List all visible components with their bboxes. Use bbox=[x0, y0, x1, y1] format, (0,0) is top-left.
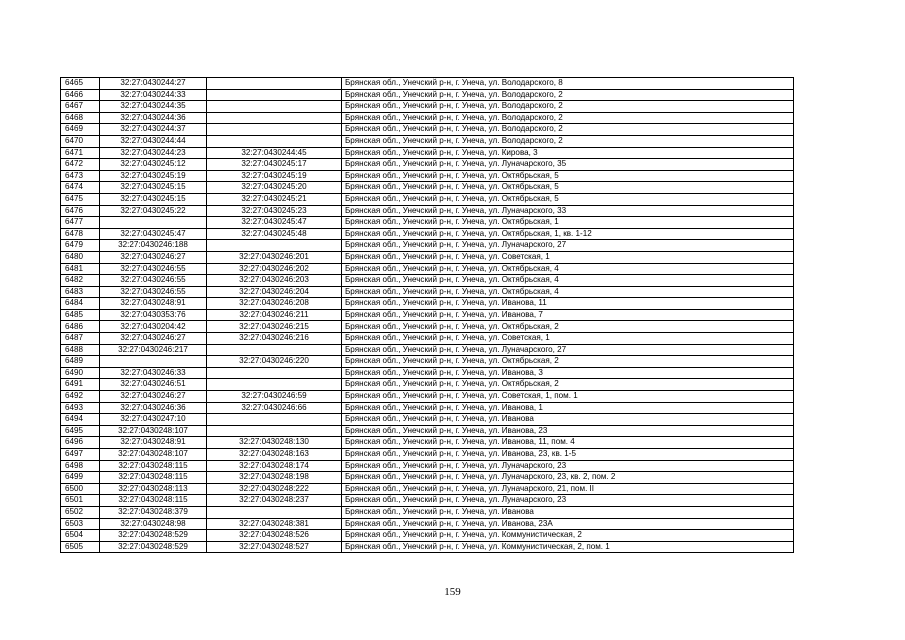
address-cell: Брянская обл., Унечский р-н, г. Унеча, ул. Иванова, 7 bbox=[342, 309, 794, 321]
address-cell: Брянская обл., Унечский р-н, г. Унеча, ул. Иванова bbox=[342, 414, 794, 426]
address-cell: Брянская обл., Унечский р-н, г. Унеча, ул. Кирова, 3 bbox=[342, 147, 794, 159]
row-number-cell: 6471 bbox=[61, 147, 100, 159]
address-cell: Брянская обл., Унечский р-н, г. Унеча, ул. Иванова, 3 bbox=[342, 367, 794, 379]
cadastral-number-cell: 32:27:0430244:36 bbox=[100, 112, 207, 124]
object-number-cell: 32:27:0430248:527 bbox=[207, 541, 342, 553]
cadastral-number-cell: 32:27:0430245:22 bbox=[100, 205, 207, 217]
table-row bbox=[61, 506, 794, 518]
row-number-cell: 6497 bbox=[61, 449, 100, 461]
address-cell: Брянская обл., Унечский р-н, г. Унеча, ул. Володарского, 2 bbox=[342, 135, 794, 147]
object-number-cell: 32:27:0430245:23 bbox=[207, 205, 342, 217]
table-row bbox=[61, 309, 794, 321]
cadastral-number-cell: 32:27:0430246:55 bbox=[100, 286, 207, 298]
row-number-cell: 6482 bbox=[61, 275, 100, 287]
row-number-cell: 6496 bbox=[61, 437, 100, 449]
table-row bbox=[61, 263, 794, 275]
row-number-cell: 6483 bbox=[61, 286, 100, 298]
cadastral-number-cell: 32:27:0430245:19 bbox=[100, 170, 207, 182]
address-cell: Брянская обл., Унечский р-н, г. Унеча, ул. Иванова, 11 bbox=[342, 298, 794, 310]
row-number-cell: 6504 bbox=[61, 530, 100, 542]
cadastral-number-cell: 32:27:0430246:27 bbox=[100, 391, 207, 403]
cadastral-number-cell: 32:27:0430246:27 bbox=[100, 333, 207, 345]
table-row bbox=[61, 425, 794, 437]
table-row bbox=[61, 101, 794, 113]
object-number-cell: 32:27:0430245:47 bbox=[207, 217, 342, 229]
cadastral-number-cell: 32:27:0430244:27 bbox=[100, 78, 207, 90]
object-number-cell: 32:27:0430246:215 bbox=[207, 321, 342, 333]
table-row bbox=[61, 217, 794, 229]
row-number-cell: 6470 bbox=[61, 135, 100, 147]
table-row bbox=[61, 147, 794, 159]
table-row bbox=[61, 240, 794, 252]
table-row bbox=[61, 356, 794, 368]
object-number-cell bbox=[207, 124, 342, 136]
cadastral-number-cell: 32:27:0430353:76 bbox=[100, 309, 207, 321]
row-number-cell: 6486 bbox=[61, 321, 100, 333]
table-row bbox=[61, 483, 794, 495]
address-cell: Брянская обл., Унечский р-н, г. Унеча, ул. Иванова bbox=[342, 506, 794, 518]
table-row bbox=[61, 518, 794, 530]
row-number-cell: 6502 bbox=[61, 506, 100, 518]
table-row bbox=[61, 228, 794, 240]
row-number-cell: 6469 bbox=[61, 124, 100, 136]
cadastral-number-cell: 32:27:0430244:37 bbox=[100, 124, 207, 136]
registry-table-body bbox=[61, 78, 794, 553]
table-row bbox=[61, 367, 794, 379]
address-cell: Брянская обл., Унечский р-н, г. Унеча, ул. Володарского, 2 bbox=[342, 112, 794, 124]
cadastral-number-cell: 32:27:0430248:115 bbox=[100, 460, 207, 472]
address-cell: Брянская обл., Унечский р-н, г. Унеча, ул. Октябрьская, 1 bbox=[342, 217, 794, 229]
cadastral-number-cell bbox=[100, 356, 207, 368]
address-cell: Брянская обл., Унечский р-н, г. Унеча, ул. Октябрьская, 5 bbox=[342, 182, 794, 194]
address-cell: Брянская обл., Унечский р-н, г. Унеча, ул. Володарского, 2 bbox=[342, 89, 794, 101]
cadastral-number-cell: 32:27:0430247:10 bbox=[100, 414, 207, 426]
cadastral-number-cell: 32:27:0430245:15 bbox=[100, 182, 207, 194]
object-number-cell: 32:27:0430244:45 bbox=[207, 147, 342, 159]
address-cell: Брянская обл., Унечский р-н, г. Унеча, ул. Коммунистическая, 2, пом. 1 bbox=[342, 541, 794, 553]
table-row bbox=[61, 495, 794, 507]
cadastral-number-cell: 32:27:0430248:91 bbox=[100, 298, 207, 310]
cadastral-number-cell: 32:27:0430244:23 bbox=[100, 147, 207, 159]
address-cell: Брянская обл., Унечский р-н, г. Унеча, ул. Луначарского, 27 bbox=[342, 240, 794, 252]
row-number-cell: 6465 bbox=[61, 78, 100, 90]
address-cell: Брянская обл., Унечский р-н, г. Унеча, ул. Иванова, 11, пом. 4 bbox=[342, 437, 794, 449]
table-row bbox=[61, 391, 794, 403]
address-cell: Брянская обл., Унечский р-н, г. Унеча, ул. Октябрьская, 5 bbox=[342, 170, 794, 182]
object-number-cell: 32:27:0430248:174 bbox=[207, 460, 342, 472]
address-cell: Брянская обл., Унечский р-н, г. Унеча, ул. Луначарского, 23, кв. 2, пом. 2 bbox=[342, 472, 794, 484]
row-number-cell: 6495 bbox=[61, 425, 100, 437]
row-number-cell: 6474 bbox=[61, 182, 100, 194]
object-number-cell: 32:27:0430246:204 bbox=[207, 286, 342, 298]
table-row bbox=[61, 530, 794, 542]
table-row bbox=[61, 124, 794, 136]
object-number-cell: 32:27:0430248:163 bbox=[207, 449, 342, 461]
cadastral-number-cell: 32:27:0430244:33 bbox=[100, 89, 207, 101]
object-number-cell bbox=[207, 414, 342, 426]
object-number-cell: 32:27:0430248:130 bbox=[207, 437, 342, 449]
row-number-cell: 6475 bbox=[61, 193, 100, 205]
row-number-cell: 6500 bbox=[61, 483, 100, 495]
table-row bbox=[61, 460, 794, 472]
row-number-cell: 6477 bbox=[61, 217, 100, 229]
address-cell: Брянская обл., Унечский р-н, г. Унеча, ул. Коммунистическая, 2 bbox=[342, 530, 794, 542]
row-number-cell: 6489 bbox=[61, 356, 100, 368]
table-row bbox=[61, 449, 794, 461]
object-number-cell: 32:27:0430245:21 bbox=[207, 193, 342, 205]
cadastral-number-cell: 32:27:0430248:379 bbox=[100, 506, 207, 518]
address-cell: Брянская обл., Унечский р-н, г. Унеча, ул. Советская, 1 bbox=[342, 251, 794, 263]
object-number-cell: 32:27:0430245:48 bbox=[207, 228, 342, 240]
page-number: 159 bbox=[444, 586, 461, 598]
object-number-cell bbox=[207, 379, 342, 391]
table-row bbox=[61, 437, 794, 449]
row-number-cell: 6473 bbox=[61, 170, 100, 182]
object-number-cell bbox=[207, 425, 342, 437]
row-number-cell: 6480 bbox=[61, 251, 100, 263]
object-number-cell: 32:27:0430246:66 bbox=[207, 402, 342, 414]
object-number-cell: 32:27:0430245:17 bbox=[207, 159, 342, 171]
object-number-cell: 32:27:0430245:19 bbox=[207, 170, 342, 182]
cadastral-number-cell: 32:27:0430244:35 bbox=[100, 101, 207, 113]
table-row bbox=[61, 286, 794, 298]
address-cell: Брянская обл., Унечский р-н, г. Унеча, ул. Иванова, 1 bbox=[342, 402, 794, 414]
object-number-cell: 32:27:0430246:201 bbox=[207, 251, 342, 263]
cadastral-number-cell: 32:27:0430248:115 bbox=[100, 472, 207, 484]
address-cell: Брянская обл., Унечский р-н, г. Унеча, ул. Луначарского, 23 bbox=[342, 460, 794, 472]
table-row bbox=[61, 112, 794, 124]
object-number-cell: 32:27:0430245:20 bbox=[207, 182, 342, 194]
table-row bbox=[61, 344, 794, 356]
table-row bbox=[61, 135, 794, 147]
address-cell: Брянская обл., Унечский р-н, г. Унеча, ул. Октябрьская, 2 bbox=[342, 379, 794, 391]
table-row bbox=[61, 321, 794, 333]
address-cell: Брянская обл., Унечский р-н, г. Унеча, ул. Луначарского, 21, пом. II bbox=[342, 483, 794, 495]
table-row bbox=[61, 472, 794, 484]
object-number-cell: 32:27:0430246:59 bbox=[207, 391, 342, 403]
object-number-cell: 32:27:0430246:203 bbox=[207, 275, 342, 287]
object-number-cell bbox=[207, 135, 342, 147]
address-cell: Брянская обл., Унечский р-н, г. Унеча, ул. Володарского, 8 bbox=[342, 78, 794, 90]
object-number-cell bbox=[207, 78, 342, 90]
row-number-cell: 6494 bbox=[61, 414, 100, 426]
object-number-cell bbox=[207, 101, 342, 113]
table-row bbox=[61, 89, 794, 101]
cadastral-number-cell: 32:27:0430248:91 bbox=[100, 437, 207, 449]
object-number-cell: 32:27:0430246:220 bbox=[207, 356, 342, 368]
object-number-cell bbox=[207, 89, 342, 101]
object-number-cell: 32:27:0430248:222 bbox=[207, 483, 342, 495]
table-row bbox=[61, 78, 794, 90]
cadastral-number-cell: 32:27:0430246:188 bbox=[100, 240, 207, 252]
address-cell: Брянская обл., Унечский р-н, г. Унеча, ул. Иванова, 23А bbox=[342, 518, 794, 530]
cadastral-number-cell: 32:27:0430248:98 bbox=[100, 518, 207, 530]
address-cell: Брянская обл., Унечский р-н, г. Унеча, ул. Октябрьская, 5 bbox=[342, 193, 794, 205]
table-row bbox=[61, 298, 794, 310]
address-cell: Брянская обл., Унечский р-н, г. Унеча, ул. Иванова, 23 bbox=[342, 425, 794, 437]
cadastral-number-cell: 32:27:0430248:529 bbox=[100, 530, 207, 542]
row-number-cell: 6466 bbox=[61, 89, 100, 101]
table-row bbox=[61, 379, 794, 391]
table-row bbox=[61, 414, 794, 426]
table-row bbox=[61, 402, 794, 414]
row-number-cell: 6478 bbox=[61, 228, 100, 240]
table-row bbox=[61, 182, 794, 194]
row-number-cell: 6468 bbox=[61, 112, 100, 124]
address-cell: Брянская обл., Унечский р-н, г. Унеча, ул. Луначарского, 35 bbox=[342, 159, 794, 171]
row-number-cell: 6493 bbox=[61, 402, 100, 414]
row-number-cell: 6488 bbox=[61, 344, 100, 356]
row-number-cell: 6490 bbox=[61, 367, 100, 379]
cadastral-number-cell: 32:27:0430245:15 bbox=[100, 193, 207, 205]
registry-table bbox=[60, 77, 794, 553]
address-cell: Брянская обл., Унечский р-н, г. Унеча, ул. Луначарского, 33 bbox=[342, 205, 794, 217]
object-number-cell bbox=[207, 367, 342, 379]
table-row bbox=[61, 170, 794, 182]
address-cell: Брянская обл., Унечский р-н, г. Унеча, ул. Иванова, 23, кв. 1-5 bbox=[342, 449, 794, 461]
object-number-cell: 32:27:0430248:237 bbox=[207, 495, 342, 507]
object-number-cell bbox=[207, 112, 342, 124]
address-cell: Брянская обл., Унечский р-н, г. Унеча, ул. Октябрьская, 4 bbox=[342, 286, 794, 298]
cadastral-number-cell: 32:27:0430248:113 bbox=[100, 483, 207, 495]
row-number-cell: 6491 bbox=[61, 379, 100, 391]
cadastral-number-cell: 32:27:0430204:42 bbox=[100, 321, 207, 333]
cadastral-number-cell: 32:27:0430246:217 bbox=[100, 344, 207, 356]
cadastral-number-cell: 32:27:0430246:33 bbox=[100, 367, 207, 379]
cadastral-number-cell bbox=[100, 217, 207, 229]
row-number-cell: 6472 bbox=[61, 159, 100, 171]
row-number-cell: 6503 bbox=[61, 518, 100, 530]
cadastral-number-cell: 32:27:0430245:12 bbox=[100, 159, 207, 171]
cadastral-number-cell: 32:27:0430248:107 bbox=[100, 449, 207, 461]
cadastral-number-cell: 32:27:0430246:27 bbox=[100, 251, 207, 263]
row-number-cell: 6485 bbox=[61, 309, 100, 321]
object-number-cell: 32:27:0430248:381 bbox=[207, 518, 342, 530]
address-cell: Брянская обл., Унечский р-н, г. Унеча, ул. Советская, 1 bbox=[342, 333, 794, 345]
cadastral-number-cell: 32:27:0430246:36 bbox=[100, 402, 207, 414]
object-number-cell: 32:27:0430248:198 bbox=[207, 472, 342, 484]
address-cell: Брянская обл., Унечский р-н, г. Унеча, ул. Советская, 1, пом. 1 bbox=[342, 391, 794, 403]
object-number-cell bbox=[207, 344, 342, 356]
cadastral-number-cell: 32:27:0430246:55 bbox=[100, 263, 207, 275]
table-row bbox=[61, 205, 794, 217]
object-number-cell bbox=[207, 240, 342, 252]
row-number-cell: 6501 bbox=[61, 495, 100, 507]
table-row bbox=[61, 251, 794, 263]
row-number-cell: 6481 bbox=[61, 263, 100, 275]
address-cell: Брянская обл., Унечский р-н, г. Унеча, ул. Октябрьская, 2 bbox=[342, 321, 794, 333]
address-cell: Брянская обл., Унечский р-н, г. Унеча, ул. Октябрьская, 4 bbox=[342, 275, 794, 287]
object-number-cell: 32:27:0430246:208 bbox=[207, 298, 342, 310]
address-cell: Брянская обл., Унечский р-н, г. Унеча, ул. Володарского, 2 bbox=[342, 101, 794, 113]
row-number-cell: 6492 bbox=[61, 391, 100, 403]
row-number-cell: 6499 bbox=[61, 472, 100, 484]
cadastral-number-cell: 32:27:0430244:44 bbox=[100, 135, 207, 147]
table-row bbox=[61, 275, 794, 287]
row-number-cell: 6479 bbox=[61, 240, 100, 252]
cadastral-number-cell: 32:27:0430245:47 bbox=[100, 228, 207, 240]
cadastral-number-cell: 32:27:0430246:55 bbox=[100, 275, 207, 287]
address-cell: Брянская обл., Унечский р-н, г. Унеча, ул. Октябрьская, 1, кв. 1-12 bbox=[342, 228, 794, 240]
object-number-cell: 32:27:0430246:202 bbox=[207, 263, 342, 275]
object-number-cell bbox=[207, 506, 342, 518]
address-cell: Брянская обл., Унечский р-н, г. Унеча, ул. Луначарского, 23 bbox=[342, 495, 794, 507]
cadastral-number-cell: 32:27:0430246:51 bbox=[100, 379, 207, 391]
table-row bbox=[61, 333, 794, 345]
row-number-cell: 6467 bbox=[61, 101, 100, 113]
address-cell: Брянская обл., Унечский р-н, г. Унеча, ул. Володарского, 2 bbox=[342, 124, 794, 136]
table-row bbox=[61, 159, 794, 171]
address-cell: Брянская обл., Унечский р-н, г. Унеча, ул. Октябрьская, 2 bbox=[342, 356, 794, 368]
object-number-cell: 32:27:0430246:211 bbox=[207, 309, 342, 321]
row-number-cell: 6484 bbox=[61, 298, 100, 310]
cadastral-number-cell: 32:27:0430248:107 bbox=[100, 425, 207, 437]
table-row bbox=[61, 541, 794, 553]
row-number-cell: 6498 bbox=[61, 460, 100, 472]
object-number-cell: 32:27:0430248:526 bbox=[207, 530, 342, 542]
table-row bbox=[61, 193, 794, 205]
row-number-cell: 6505 bbox=[61, 541, 100, 553]
object-number-cell: 32:27:0430246:216 bbox=[207, 333, 342, 345]
row-number-cell: 6487 bbox=[61, 333, 100, 345]
address-cell: Брянская обл., Унечский р-н, г. Унеча, ул. Луначарского, 27 bbox=[342, 344, 794, 356]
address-cell: Брянская обл., Унечский р-н, г. Унеча, ул. Октябрьская, 4 bbox=[342, 263, 794, 275]
cadastral-number-cell: 32:27:0430248:529 bbox=[100, 541, 207, 553]
row-number-cell: 6476 bbox=[61, 205, 100, 217]
cadastral-number-cell: 32:27:0430248:115 bbox=[100, 495, 207, 507]
